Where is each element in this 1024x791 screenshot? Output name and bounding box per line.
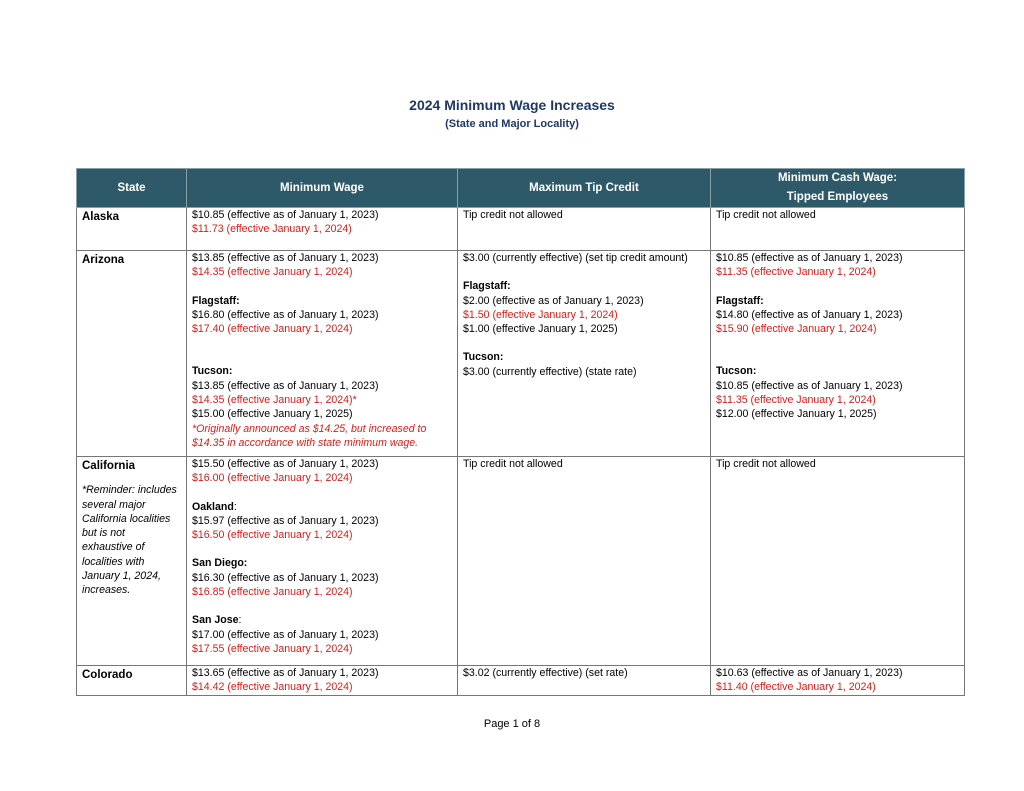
header-minimum-wage: Minimum Wage [187,169,458,208]
cash-wage-cell: Tip credit not allowed [711,208,965,251]
table-row-alaska [77,208,965,251]
state-cell: Colorado [77,666,187,696]
document-subtitle: (State and Major Locality) [445,118,579,130]
header-minimum-cash-wage: Minimum Cash Wage: Tipped Employees [711,169,965,208]
minimum-wage-table [76,168,965,696]
table-header-row [77,169,965,208]
document-title: 2024 Minimum Wage Increases [409,97,615,113]
tip-credit-cell: Tip credit not allowed [458,457,711,666]
page-footer [0,718,1024,730]
min-wage-cell: $10.85 (effective as of January 1, 2023) $11.73 (effective January 1, 2024) [187,208,458,251]
cash-wage-cell: Tip credit not allowed [711,457,965,666]
tip-credit-cell: Tip credit not allowed [458,208,711,251]
header-state: State [77,169,187,208]
header-maximum-tip-credit: Maximum Tip Credit [458,169,711,208]
california-reminder-note: *Reminder: includes several major California localities but is not exhaustive of localities with January 1, 2024, increases. [82,484,177,597]
cash-wage-cell: $10.85 (effective as of January 1, 2023) $11.35 (effective January 1, 2024) Flagstaff: $14.80 (effective as of January 1, 2023) $15.90 (effective January 1, 2024) Tucson: $10.85 (effective as of January 1, 2023) $11.35 (effective January 1, 2024) $12.00 (effective January 1, 2025) [711,251,965,457]
min-wage-cell: $13.85 (effective as of January 1, 2023) $14.35 (effective January 1, 2024) Flagstaff: $16.80 (effective as of January 1, 2023) $17.40 (effective January 1, 2024) Tucson: $13.85 (effective as of January 1, 2023) $14.35 (effective January 1, 2024)* $15.00 (effective January 1, 2025) *Originally announced as $14.25, but increased to $14.35 in accordance with state minimum wage. [187,251,458,457]
page-number: Page 1 of 8 [483,718,541,730]
table-row-colorado [77,666,965,696]
table-row-california [77,457,965,666]
min-wage-cell: $15.50 (effective as of January 1, 2023) $16.00 (effective January 1, 2024) Oakland: $15.97 (effective as of January 1, 2023) $16.50 (effective January 1, 2024) San Diego: $16.30 (effective as of January 1, 2023) $16.85 (effective January 1, 2024) San Jose: $17.00 (effective as of January 1, 2023) $17.55 (effective January 1, 2024) [187,457,458,666]
cash-wage-cell: $10.63 (effective as of January 1, 2023) $11.40 (effective January 1, 2024) [711,666,965,696]
state-cell: Arizona [77,251,187,457]
tip-credit-cell: $3.02 (currently effective) (set rate) [458,666,711,696]
tip-credit-cell: $3.00 (currently effective) (set tip credit amount) Flagstaff: $2.00 (effective as of January 1, 2023) $1.50 (effective January 1, 2024) $1.00 (effective January 1, 2025) Tucson: $3.00 (currently effective) (state rate) [458,251,711,457]
min-wage-cell: $13.65 (effective as of January 1, 2023) $14.42 (effective January 1, 2024) [187,666,458,696]
state-cell: Alaska [77,208,187,251]
table-row-arizona [77,251,965,457]
state-cell: California *Reminder: includes several major California localities but is not exhaustive of localities with January 1, 2024, increases. [77,457,187,666]
